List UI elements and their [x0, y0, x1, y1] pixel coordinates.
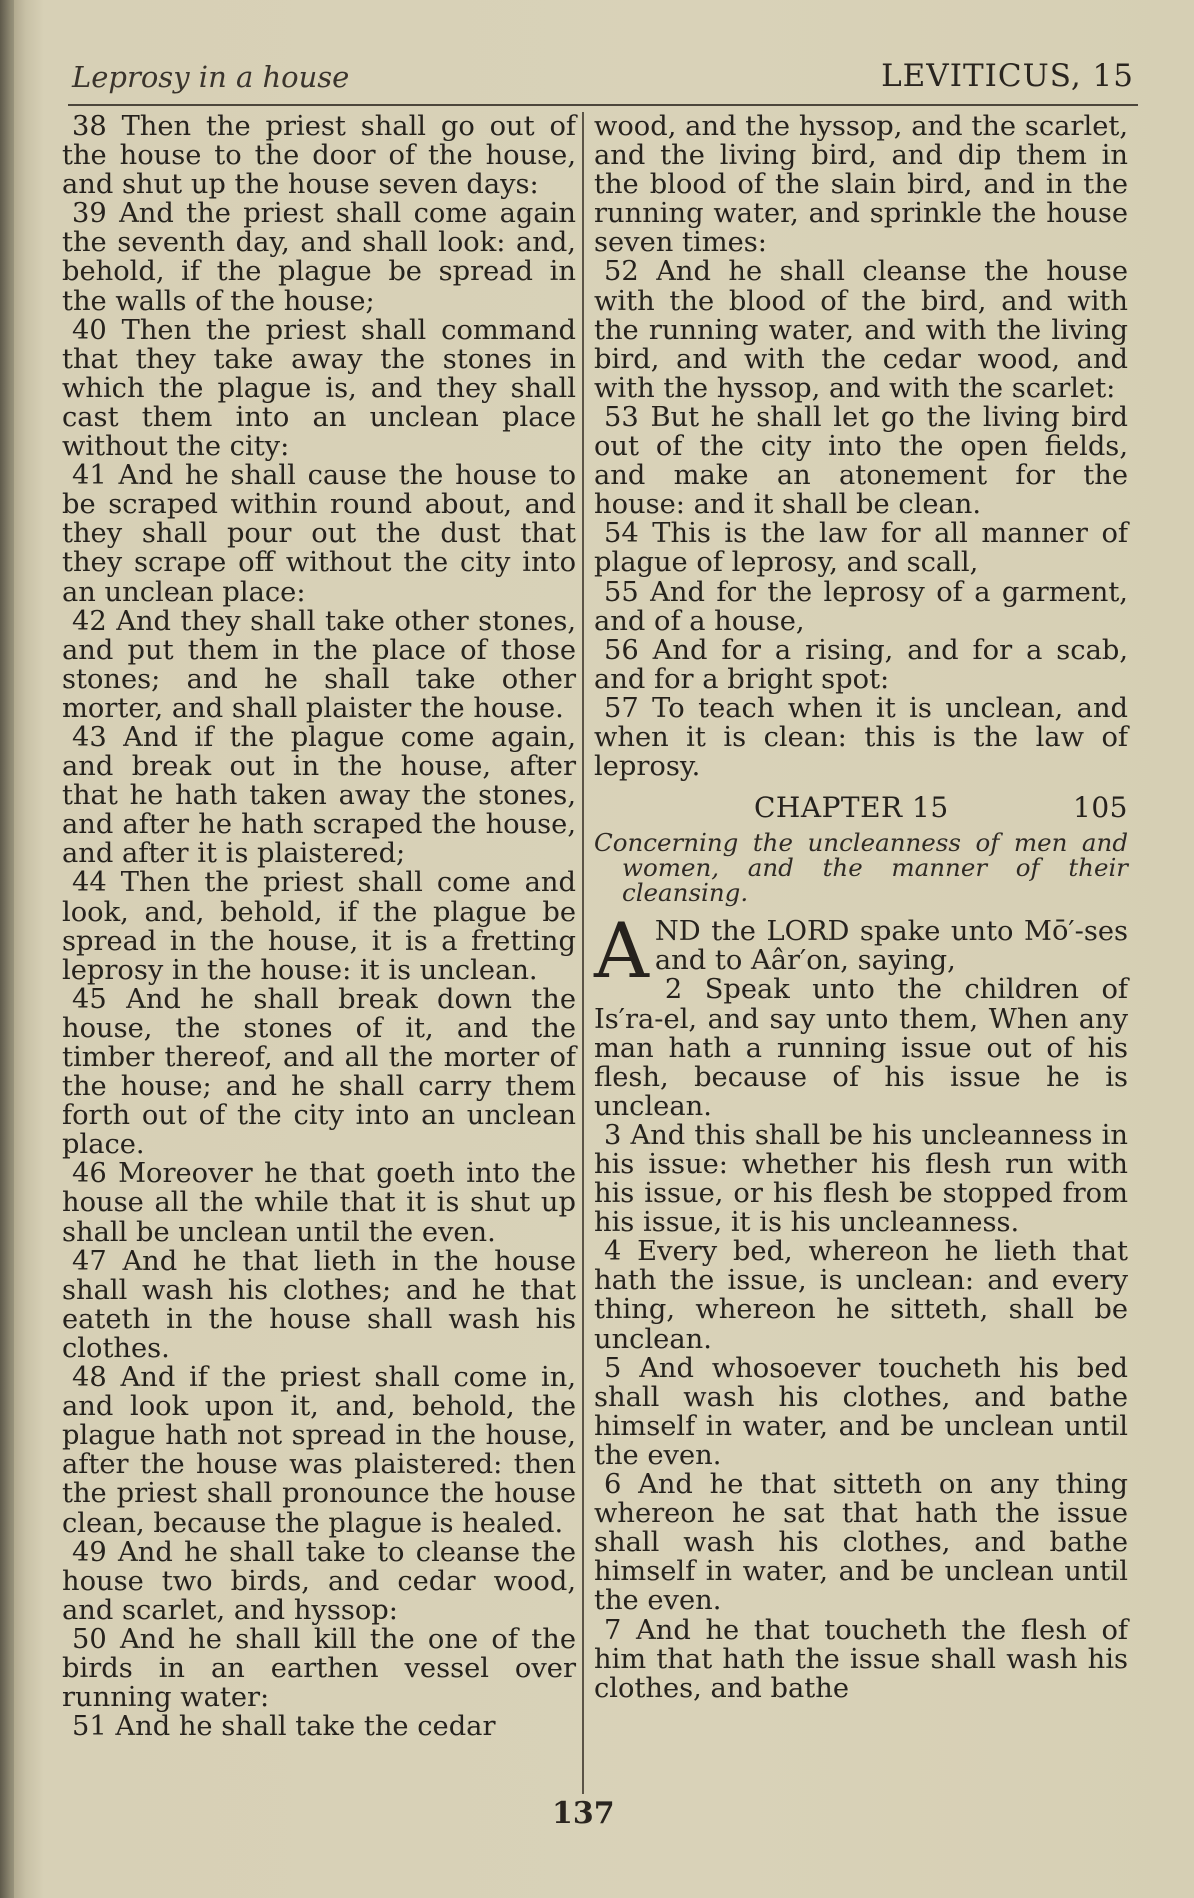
- verse-53: 53 But he shall let go the living bird out of the city into the open fields, and make an atonement for the house: and it shall be clean.: [594, 401, 1128, 521]
- running-header: [72, 52, 1134, 98]
- verse-40: 40 Then the priest shall command that they take away the stones in which the plague is, and they shall cast them into an unclean place without the city:: [62, 314, 576, 463]
- verse-45: 45 And he shall break down the house, the stones of it, and the timber thereof, and all the morter of the house; and he shall carry them forth out of the city into an unclean place.: [62, 983, 576, 1161]
- verse-57: 57 To teach when it is unclean, and when it is clean: this is the law of leprosy.: [594, 692, 1128, 783]
- verse-38: 38 Then the priest shall go out of the house to the door of the house, and shut up the house seven days:: [62, 111, 576, 201]
- page-binding-shadow: [0, 0, 14, 1898]
- verse-6: 6 And he that sitteth on any thing whereon he sat that hath the issue shall wash his clothes, and bathe himself in water, and be unclean until the even.: [594, 1469, 1128, 1617]
- page-number: 137: [552, 1796, 615, 1831]
- verse-49: 49 And he shall take to cleanse the house two birds, and cedar wood, and scarlet, and hyssop:: [62, 1536, 576, 1626]
- verse-50: 50 And he shall kill the one of the birds in an earthen vessel over running water:: [62, 1623, 576, 1714]
- left-column: [62, 112, 576, 1741]
- verse-48: 48 And if the priest shall come in, and look upon it, and, behold, the plague hath not spread in the house, after the house was plaistered: then the priest shall pronounce the house clean, because the plague is healed.: [62, 1362, 576, 1539]
- verse-47: 47 And he that lieth in the house shall wash his clothes; and he that eateth in the house shall wash his clothes.: [62, 1245, 576, 1364]
- verse-3: 3 And this shall be his uncleanness in his issue: whether his flesh run with his issue, or his flesh be stopped from his issue, it is his uncleanness.: [594, 1119, 1128, 1239]
- verse-2: 2 Speak unto the children of Is′ra-el, and say unto them, When any man hath a running issue out of his flesh, because of his issue he is unclean.: [594, 974, 1128, 1122]
- book-chapter-title: LEVITICUS, 15: [881, 58, 1134, 94]
- chapter-summary: Concerning the uncleanness of men and women, and the manner of their cleansing.: [594, 828, 1128, 908]
- column-divider: [582, 112, 584, 1794]
- verse-51-continued: wood, and the hyssop, and the scarlet, and the living bird, and dip them in the blood of the slain bird, and in the running water, and sprinkle the house seven times:: [594, 111, 1128, 259]
- verse-52: 52 And he shall cleanse the house with the blood of the bird, and with the running water, and with the living bird, and with the cedar wood, and with the hyssop, and with the scarlet:: [594, 256, 1128, 404]
- verse-44: 44 Then the priest shall come and look, and, behold, if the plague be spread in the house, it is a fretting leprosy in the house: it is unclean.: [62, 867, 576, 986]
- header-rule: [68, 104, 1138, 106]
- verse-55: 55 And for the leprosy of a garment, and of a house,: [594, 576, 1128, 637]
- chapter-heading: [594, 791, 1128, 825]
- verse-54: 54 This is the law for all manner of plague of leprosy, and scall,: [594, 518, 1128, 579]
- verse-39: 39 And the priest shall come again the seventh day, and shall look: and, behold, if the plague be spread in the walls of the house;: [62, 198, 576, 317]
- right-column: [594, 112, 1128, 1703]
- chapter-title: CHAPTER 15: [754, 791, 949, 825]
- verse-43: 43 And if the plague come again, and break out in the house, after that he hath taken away the stones, and after he hath scraped the house, and after it is plaistered;: [62, 721, 576, 870]
- verse-1-text: ND the LORD spake unto Mō′-ses and to Aâr′on, saying,: [654, 916, 1128, 977]
- verse-46: 46 Moreover he that goeth into the house all the while that it is shut up shall be unclean until the even.: [62, 1158, 576, 1248]
- verse-42: 42 And they shall take other stones, and put them in the place of those stones; and he shall take other morter, and shall plaister the house.: [62, 605, 576, 724]
- section-title: Leprosy in a house: [72, 60, 350, 94]
- drop-cap: A: [594, 906, 649, 996]
- verse-51-start: 51 And he shall take the cedar: [72, 1711, 496, 1743]
- verse-7: 7 And he that toucheth the flesh of him that hath the issue shall wash his clothes, and bathe: [594, 1614, 1128, 1704]
- verse-5: 5 And whosoever toucheth his bed shall wash his clothes, and bathe himself in water, and be unclean until the even.: [594, 1352, 1128, 1471]
- verse-1: [594, 906, 1128, 996]
- verse-41: 41 And he shall cause the house to be scraped within round about, and they shall pour out the dust that they scrape off without the city into an unclean place:: [62, 460, 576, 608]
- verse-56: 56 And for a rising, and for a scab, and for a bright spot:: [594, 634, 1128, 695]
- verse-4: 4 Every bed, whereon he lieth that hath the issue, is unclean: and every thing, whereon he sitteth, shall be unclean.: [594, 1236, 1128, 1355]
- chapter-number: 105: [1073, 791, 1128, 825]
